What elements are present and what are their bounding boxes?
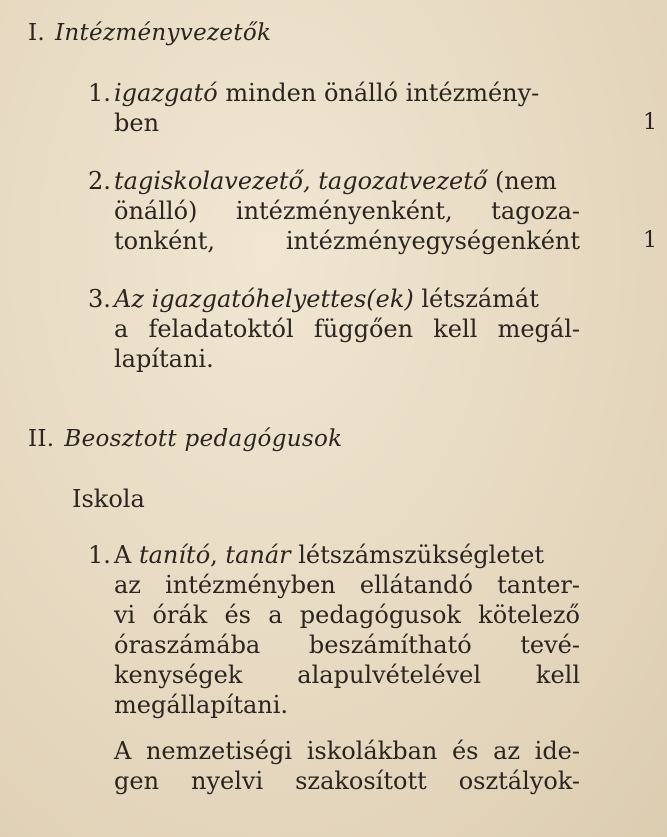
item-lead: Az igazgatóhelyettes(ek) <box>114 285 414 313</box>
section-1-item-2 <box>88 166 580 256</box>
item-text: vi órák és a pedagógusok kötelező <box>114 601 580 629</box>
item-text: tonként, intézményegységenként <box>114 227 580 255</box>
item-lead: tanár <box>225 541 291 569</box>
section-2-heading <box>28 424 342 454</box>
item-text: kenységek alapulvételével kell <box>114 661 580 689</box>
item-number: 2. <box>88 167 111 195</box>
item-lead: tanító <box>138 541 211 569</box>
item-text: A <box>114 541 139 569</box>
item-number: 3. <box>88 285 111 313</box>
item-number: 1. <box>88 79 111 107</box>
item-text: a feladatoktól függően kell megál- <box>114 315 580 343</box>
section-2-number: II. <box>28 426 55 452</box>
section-1-item-3 <box>88 284 580 374</box>
item-text: lapítani. <box>114 345 214 373</box>
item-text: megállapítani. <box>114 691 289 719</box>
item-lead: tagiskolavezető, tagozatvezető <box>114 167 488 195</box>
item-text: óraszámába beszámítható tevé- <box>114 631 580 659</box>
section-1-heading <box>28 18 271 48</box>
section-1-title: Intézményvezetők <box>55 20 272 46</box>
item-text: létszámszükségletet <box>290 541 545 569</box>
section-1-number: I. <box>28 20 45 46</box>
item-text: létszámát <box>413 285 539 313</box>
item-text: az intézményben ellátandó tanter- <box>114 571 580 599</box>
item-text: minden önálló intézmény- <box>217 79 540 107</box>
item-text: (nem <box>487 167 557 195</box>
section-1-item-1 <box>88 78 580 138</box>
item-text: , <box>210 541 226 569</box>
subheading-iskola: Iskola <box>72 485 145 513</box>
section-1-item-2-value: 1 <box>643 228 657 253</box>
item-lead: igazgató <box>114 79 218 107</box>
section-2-title: Beosztott pedagógusok <box>64 426 343 452</box>
section-1-item-1-value: 1 <box>643 110 657 135</box>
item-number: 1. <box>88 541 111 569</box>
paragraph-nemzetisegi <box>88 736 580 796</box>
item-text: ben <box>114 109 160 137</box>
paragraph-text: A nemzetiségi iskolákban és az ide- <box>114 737 580 765</box>
item-text: önálló) intézményenként, tagoza- <box>114 197 580 225</box>
paragraph-text: gen nyelvi szakosított osztályok- <box>114 767 580 795</box>
section-2-item-1 <box>88 540 580 720</box>
